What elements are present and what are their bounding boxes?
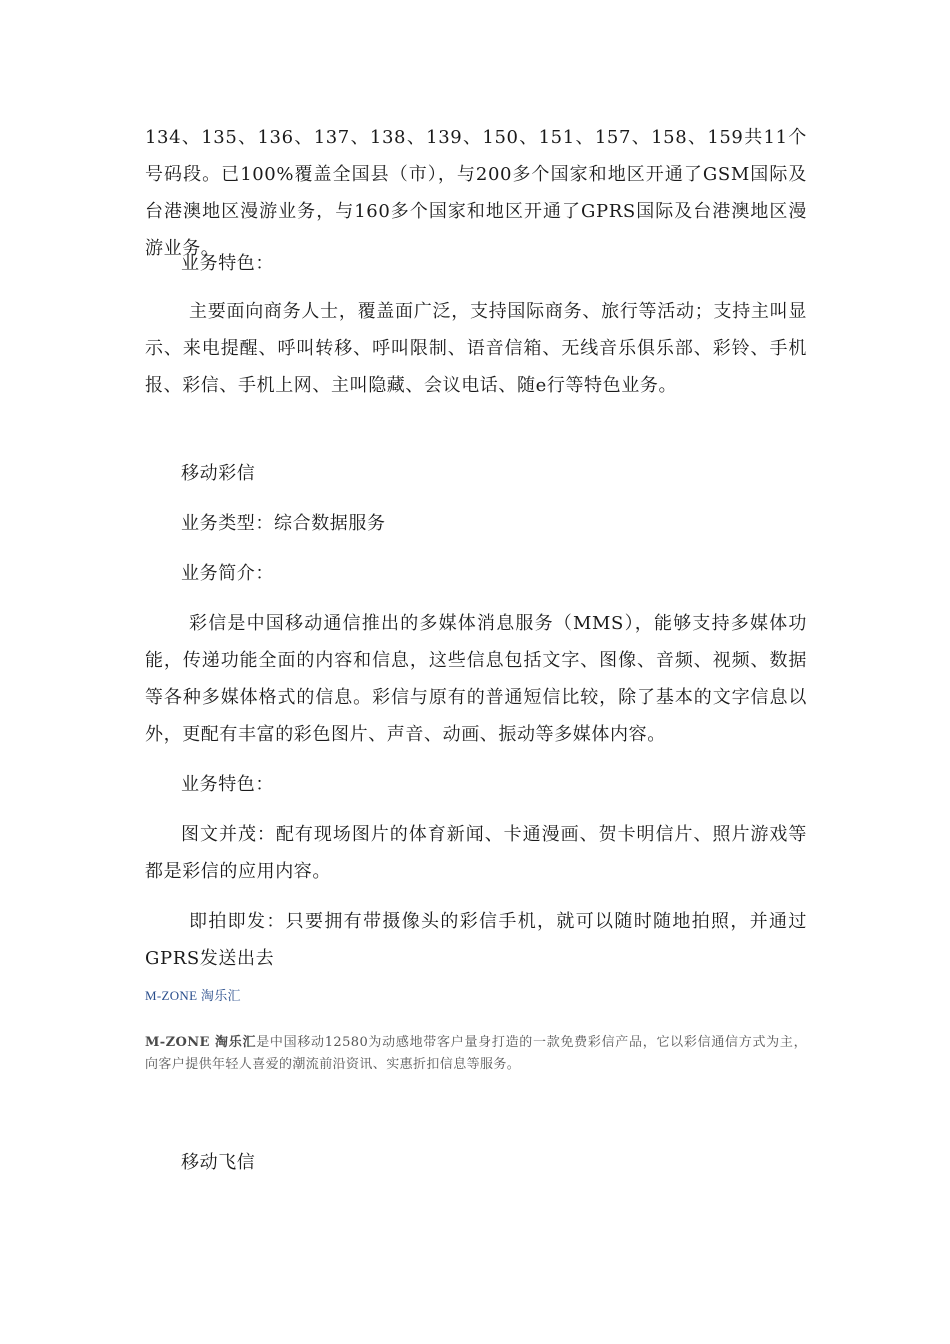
mzone-title-link[interactable]: M-ZONE 淘乐汇 bbox=[145, 988, 241, 1003]
fetion-section-title: 移动飞信 bbox=[181, 1152, 256, 1173]
mzone-description bbox=[145, 1032, 807, 1076]
mms-intro-paragraph: 彩信是中国移动通信推出的多媒体消息服务（MMS），能够支持多媒体功能，传递功能全面的内容和信息，这些信息包括文字、图像、音频、视频、数据等各种多媒体格式的信息。彩信与原有的普通短信比较，除了基本的文字信息以外，更配有丰富的彩色图片、声音、动画、振动等多媒体内容。 bbox=[145, 613, 807, 745]
mms-feature-paragraph-2: 即拍即发：只要拥有带摄像头的彩信手机，就可以随时随地拍照，并通过GPRS发送出去 bbox=[145, 911, 807, 969]
gotone-features-label: 业务特色： bbox=[181, 253, 274, 274]
mms-features-label: 业务特色： bbox=[181, 774, 274, 795]
mzone-description-text: 是中国移动12580为动感地带客户量身打造的一款免费彩信产品，它以彩信通信方式为主，向客户提供年轻人喜爱的潮流前沿资讯、实惠折扣信息等服务。 bbox=[145, 1035, 808, 1072]
mms-type-line: 业务类型：综合数据服务 bbox=[181, 513, 386, 534]
mms-intro-label: 业务简介： bbox=[181, 563, 274, 584]
mzone-brand-name: M-ZONE 淘乐汇 bbox=[145, 1035, 257, 1050]
mms-section-title: 移动彩信 bbox=[181, 463, 256, 484]
intro-paragraph: 134、135、136、137、138、139、150、151、157、158、159共11个号码段。已100%覆盖全国县（市），与200多个国家和地区开通了GSM国际及台港澳地区漫游业务，与160多个国家和地区开通了GPRS国际及台港澳地区漫游业务。 bbox=[145, 127, 807, 259]
mms-feature-paragraph-1: 图文并茂：配有现场图片的体育新闻、卡通漫画、贺卡明信片、照片游戏等都是彩信的应用内容。 bbox=[145, 824, 807, 882]
gotone-features-paragraph: 主要面向商务人士，覆盖面广泛，支持国际商务、旅行等活动；支持主叫显示、来电提醒、呼叫转移、呼叫限制、语音信箱、无线音乐俱乐部、彩铃、手机报、彩信、手机上网、主叫隐藏、会议电话、随e行等特色业务。 bbox=[145, 301, 807, 396]
